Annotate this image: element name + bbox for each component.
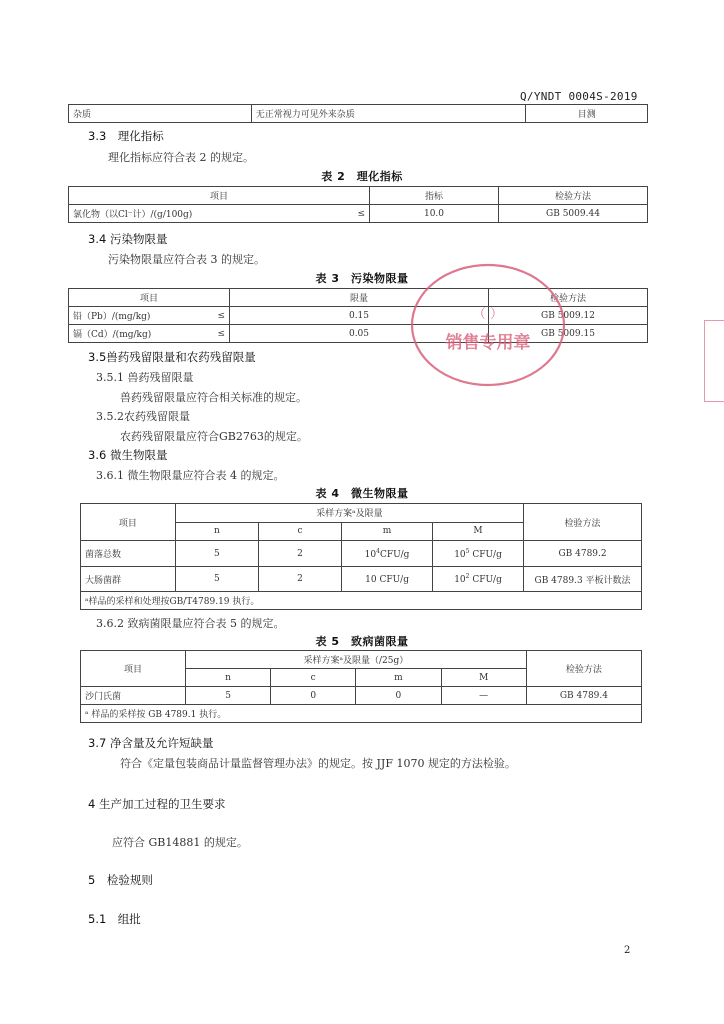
table-header-row: [81, 651, 642, 669]
table-header-cell: 项目: [69, 187, 370, 205]
table-cell: 目测: [526, 105, 648, 123]
table-header-cell: M: [432, 522, 523, 541]
table-cell: 铅（Pb）/(mg/kg): [69, 307, 208, 325]
value-exponent: 4: [376, 547, 380, 555]
table-cell: 0.05: [230, 325, 489, 343]
table-header-cell: m: [356, 669, 441, 687]
table-cell: 大肠菌群: [81, 567, 176, 592]
table-cell: GB 5009.44: [499, 205, 648, 223]
table-cell: [342, 541, 433, 567]
table3-caption: 表 3 污染物限量: [315, 272, 409, 285]
table-cell: GB 5009.12: [489, 307, 648, 325]
table-cell: 0.15: [230, 307, 489, 325]
table-header-cell: M: [441, 669, 526, 687]
table-header-cell: 检验方法: [524, 504, 642, 541]
table-cell: 5: [175, 567, 258, 592]
table-cell: 无正常视力可见外来杂质: [251, 105, 526, 123]
seal-text: 销售专用章: [445, 333, 531, 353]
section-3-5-2-heading: 3.5.2农药残留限量: [96, 410, 190, 423]
table-cell: 5: [186, 687, 271, 705]
section-3-5-2-text: 农药残留限量应符合GB2763的规定。: [120, 430, 308, 443]
table-header-cell: 检验方法: [526, 651, 641, 687]
table-header-cell: 项目: [69, 289, 230, 307]
table4: [80, 503, 642, 610]
table-header-cell: 指标: [370, 187, 499, 205]
table-cell: ≤: [207, 307, 230, 325]
table-cell: 镉（Cd）/(mg/kg): [69, 325, 208, 343]
section-3-7-heading: 3.7 净含量及允许短缺量: [88, 736, 214, 750]
value-base: 10: [364, 549, 377, 560]
table-cell: 菌落总数: [81, 541, 176, 567]
table2: [68, 186, 648, 223]
section-3-5-heading: 3.5兽药残留限量和农药残留限量: [88, 350, 256, 364]
value-base: 10: [454, 549, 466, 560]
section-3-4-heading: 3.4 污染物限量: [88, 232, 168, 246]
table-header-cell: m: [342, 522, 433, 541]
table5-note: ᵃ 样品的采样按 GB 4789.1 执行。: [81, 705, 642, 723]
top-table-fragment: [68, 104, 648, 123]
table5-caption: 表 5 致病菌限量: [315, 635, 409, 648]
seal-center-mark: （ ）: [472, 307, 504, 322]
table5: [80, 650, 642, 723]
value-base: 10: [454, 575, 466, 585]
table-row: [81, 541, 642, 567]
value-exponent: 5: [465, 547, 470, 555]
standard-number: Q/YNDT 0004S-2019: [520, 90, 638, 103]
table-note-row: [81, 705, 642, 723]
table-row: [69, 105, 648, 123]
table-cell: 沙门氏菌: [81, 687, 186, 705]
table-cell: ≤: [341, 205, 370, 223]
table-header-cell: 检验方法: [489, 289, 648, 307]
section-4-heading: 4 生产加工过程的卫生要求: [88, 797, 226, 811]
table-header-row: [69, 187, 648, 205]
section-5-heading: 5 检验规则: [88, 873, 153, 887]
table-cell: 0: [356, 687, 441, 705]
adjacent-seal-fragment: [704, 320, 724, 402]
table-header-row: [81, 504, 642, 523]
table-cell: [432, 541, 523, 567]
table-header-cell: c: [271, 669, 356, 687]
seal-stamp: [408, 260, 568, 390]
table-cell: ≤: [207, 325, 230, 343]
table-note-row: [81, 592, 642, 610]
table-cell: [342, 567, 433, 592]
table-cell: —: [441, 687, 526, 705]
table-cell: [432, 567, 523, 592]
section-3-4-text: 污染物限量应符合表 3 的规定。: [108, 253, 265, 266]
table-cell: 氯化物（以Cl⁻计）/(g/100g): [69, 205, 342, 223]
table-row: [81, 687, 642, 705]
table-cell: GB 4789.3 平板计数法: [524, 567, 642, 592]
table-cell: GB 5009.15: [489, 325, 648, 343]
table4-note: ᵃ样品的采样和处理按GB/T4789.19 执行。: [81, 592, 642, 610]
table-header-cell: 项目: [81, 504, 176, 541]
value-unit: CFU/g: [469, 575, 502, 585]
section-3-5-1-heading: 3.5.1 兽药残留限量: [96, 371, 194, 384]
table-cell: 杂质: [69, 105, 252, 123]
table-row: [69, 205, 648, 223]
table-header-cell: 检验方法: [499, 187, 648, 205]
page-number: 2: [624, 945, 631, 956]
table-header-cell: 采样方案ᵃ及限量: [175, 504, 523, 523]
table-cell: 2: [258, 541, 341, 567]
table-cell: 10.0: [370, 205, 499, 223]
value-unit: CFU/g: [379, 549, 410, 560]
table-header-cell: c: [258, 522, 341, 541]
table-cell: 2: [258, 567, 341, 592]
section-3-7-text: 符合《定量包装商品计量监督管理办法》的规定。按 JJF 1070 规定的方法检验。: [120, 757, 516, 770]
table-cell: 0: [271, 687, 356, 705]
table-header-cell: 项目: [81, 651, 186, 687]
value-unit: CFU/g: [469, 549, 502, 560]
value-base: 10: [365, 575, 377, 585]
table-header-cell: 限量: [230, 289, 489, 307]
section-3-3-heading: 3.3 理化指标: [88, 129, 164, 143]
section-3-5-1-text: 兽药残留限量应符合相关标准的规定。: [120, 391, 307, 404]
table-cell: GB 4789.4: [526, 687, 641, 705]
table-row: [81, 567, 642, 592]
table2-caption: 表 2 理化指标: [321, 170, 403, 183]
value-unit: CFU/g: [376, 575, 409, 585]
section-5-1-heading: 5.1 组批: [88, 912, 141, 926]
section-3-6-2-text: 3.6.2 致病菌限量应符合表 5 的规定。: [96, 617, 285, 630]
table4-caption: 表 4 微生物限量: [315, 487, 409, 500]
table-header-cell: 采样方案ᵃ及限量（/25g）: [186, 651, 527, 669]
section-3-6-heading: 3.6 微生物限量: [88, 448, 168, 462]
section-4-text: 应符合 GB14881 的规定。: [112, 836, 248, 849]
table-header-cell: n: [186, 669, 271, 687]
section-3-6-1-text: 3.6.1 微生物限量应符合表 4 的规定。: [96, 469, 285, 482]
table-cell: 5: [175, 541, 258, 567]
section-3-3-text: 理化指标应符合表 2 的规定。: [108, 151, 254, 164]
table-cell: GB 4789.2: [524, 541, 642, 567]
table-header-cell: n: [175, 522, 258, 541]
value-exponent: 2: [465, 573, 470, 580]
